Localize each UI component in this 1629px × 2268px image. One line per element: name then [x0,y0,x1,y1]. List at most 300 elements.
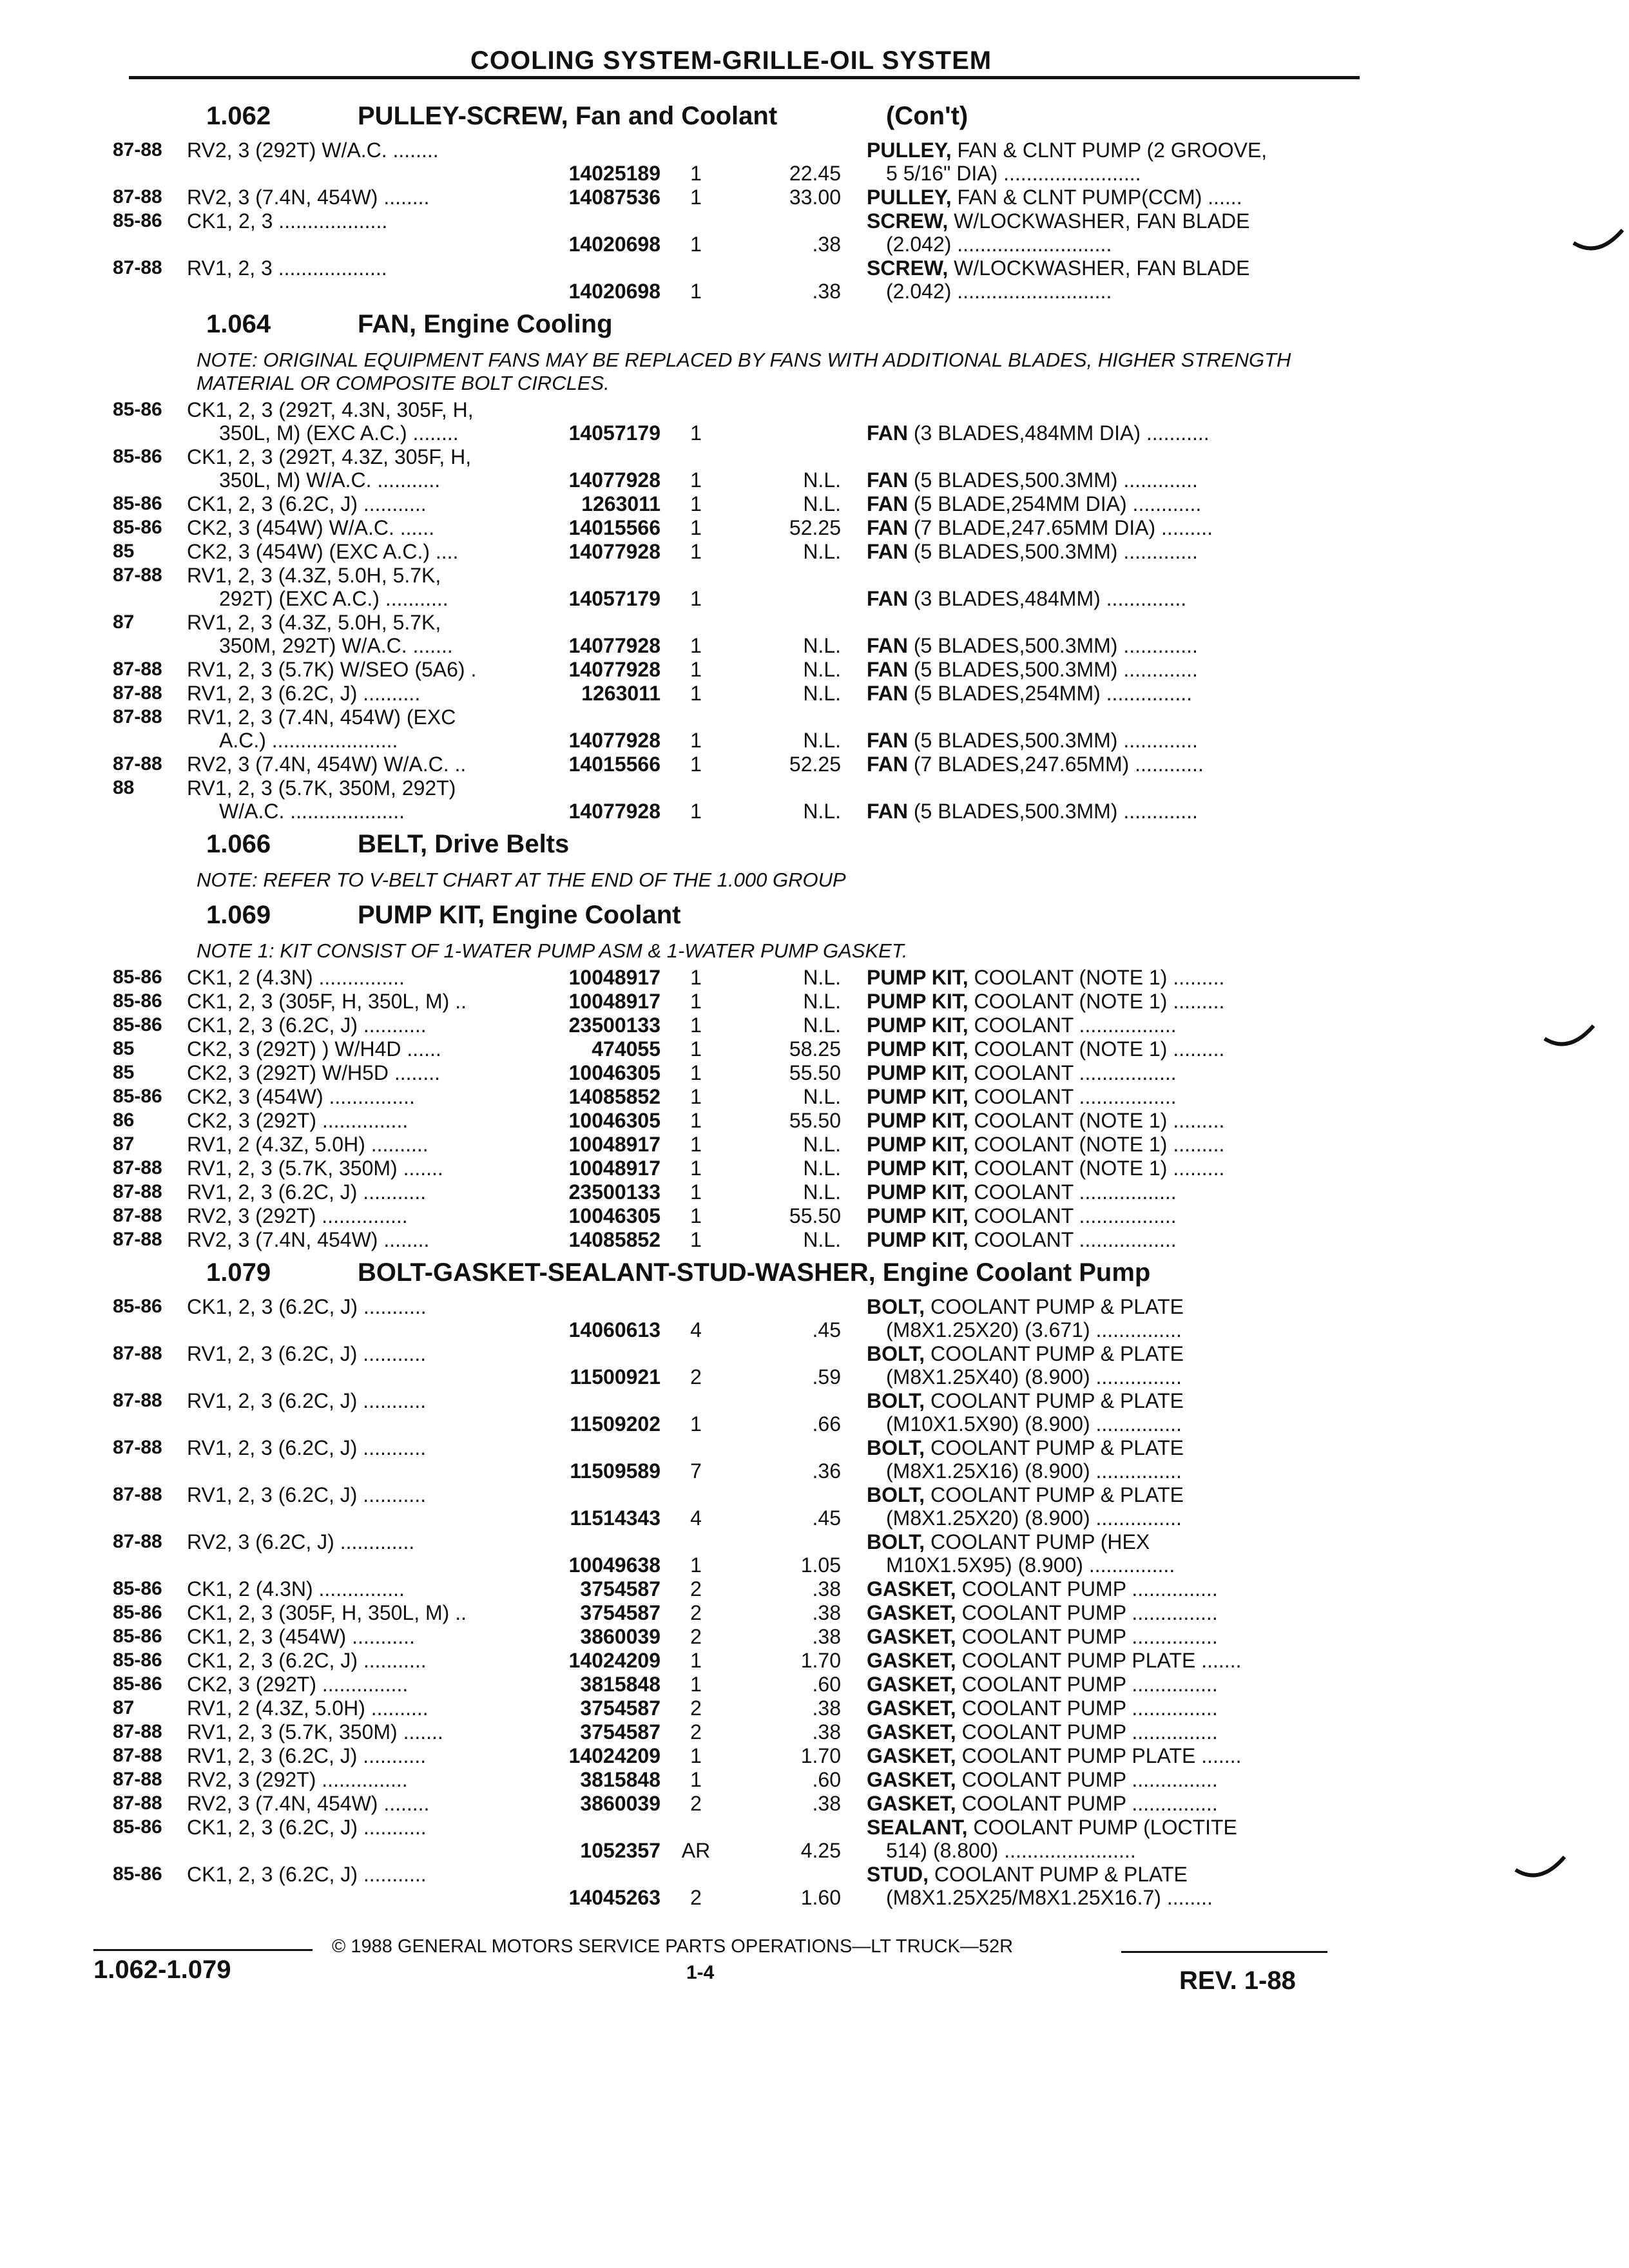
description-text: COOLANT (NOTE 1) ......... [968,1157,1225,1180]
part-description [867,800,1369,823]
part-description [867,1768,1369,1791]
model-line: CK2, 3 (292T) ) W/H4D ...... [187,1037,441,1061]
description-text: (M8X1.25X20) (3.671) ............... [886,1318,1182,1341]
model-line: RV1, 2, 3 (4.3Z, 5.0H, 5.7K, [187,611,441,634]
part-entry [113,516,1369,539]
quantity: 2 [690,1577,702,1600]
quantity: 1 [690,753,702,776]
quantity: 1 [690,1673,702,1696]
part-name: PUMP KIT, [867,1037,969,1061]
model-line: RV2, 3 (292T) ............... [187,1768,408,1791]
model-line: RV2, 3 (7.4N, 454W) ........ [187,1792,430,1815]
section-number: 1.062 [206,102,271,130]
model-application [187,209,564,256]
price: .38 [812,233,841,256]
description-line [867,421,1369,445]
part-entry [113,966,1369,989]
description-line [867,1342,1369,1365]
model-line: CK1, 2, 3 (6.2C, J) ........... [187,492,427,515]
price: .38 [812,1720,841,1744]
model-year: 85-86 [113,1673,162,1695]
description-text: (M8X1.25X25/M8X1.25X16.7) ........ [886,1886,1213,1909]
part-description [867,1228,1369,1251]
description-line [867,1318,1369,1341]
model-year: 87-88 [113,658,162,680]
part-number: 11509202 [570,1412,660,1436]
description-text: COOLANT ................. [968,1204,1177,1227]
description-text: 5 5/16" DIA) ........................ [886,162,1141,185]
section-note: NOTE: ORIGINAL EQUIPMENT FANS MAY BE REPLACED BY FANS WITH ADDITIONAL BLADES, HIGHER STRENGTH MATERIAL OR COMPOSITE BOLT CIRCLES. [197,349,1291,394]
model-application [187,1625,564,1648]
part-entry [113,1649,1369,1672]
model-line: RV2, 3 (6.2C, J) ............. [187,1530,415,1553]
part-entry [113,445,1369,492]
description-text: (M10X1.5X90) (8.900) ............... [886,1412,1182,1436]
quantity: 1 [690,1204,702,1227]
model-line: RV2, 3 (7.4N, 454W) ........ [187,186,430,209]
description-text: COOLANT (NOTE 1) ......... [968,966,1225,989]
section-header [113,1252,1369,1294]
description-line [867,1228,1369,1251]
model-year: 87-88 [113,564,162,586]
model-line: RV2, 3 (7.4N, 454W) ........ [187,1228,430,1251]
part-description [867,540,1369,563]
model-application [187,256,564,303]
part-number: 14057179 [568,587,660,610]
part-description [867,1157,1369,1180]
description-text: COOLANT (NOTE 1) ......... [968,990,1225,1013]
quantity: 1 [690,1228,702,1251]
quantity: 2 [690,1601,702,1624]
price: .60 [812,1673,841,1696]
part-description [867,634,1369,657]
model-line: 350M, 292T) W/A.C. ....... [219,634,453,657]
part-name: PUMP KIT, [867,1085,969,1108]
price: .38 [812,1792,841,1815]
model-application [187,516,564,539]
price: N.L. [803,1085,841,1108]
part-description [867,1601,1369,1624]
description-text: FAN & CLNT PUMP(CCM) ...... [951,186,1242,209]
quantity: 1 [690,634,702,657]
description-text: (5 BLADES,500.3MM) ............. [908,658,1198,681]
part-description [867,186,1369,209]
model-line: A.C.) ...................... [219,729,398,752]
quantity: 1 [690,1037,702,1061]
section-number: 1.066 [206,830,271,858]
part-description [867,1109,1369,1132]
part-name: PUMP KIT, [867,1109,969,1132]
description-line [867,1436,1369,1459]
description-text: COOLANT (NOTE 1) ......... [968,1133,1225,1156]
part-description [867,256,1369,303]
model-application [187,753,564,776]
model-line: RV1, 2 (4.3Z, 5.0H) .......... [187,1696,429,1720]
part-entry [113,139,1369,185]
quantity: 2 [690,1625,702,1648]
model-application [187,1816,564,1862]
model-line: RV1, 2, 3 (6.2C, J) ........... [187,1342,427,1365]
quantity: AR [681,1839,711,1862]
description-text: COOLANT PUMP & PLATE [929,1863,1188,1886]
model-line: RV1, 2, 3 (5.7K, 350M, 292T) [187,776,456,800]
model-year: 85-86 [113,1086,162,1107]
model-application [187,540,564,563]
model-line: CK2, 3 (292T) W/H5D ........ [187,1061,440,1084]
quantity: 1 [690,1553,702,1577]
model-year: 85 [113,1038,135,1059]
description-text: W/LOCKWASHER, FAN BLADE [948,209,1250,233]
description-text: (5 BLADES,500.3MM) ............. [908,468,1198,492]
section-number: 1.079 [206,1258,271,1287]
model-application [187,445,564,492]
part-entry [113,1720,1369,1744]
part-description [867,1295,1369,1341]
model-line: CK2, 3 (454W) ............... [187,1085,415,1108]
description-text: COOLANT ................. [968,1180,1177,1204]
model-line: RV1, 2, 3 (4.3Z, 5.0H, 5.7K, [187,564,441,587]
description-text: (M8X1.25X16) (8.900) ............... [886,1459,1182,1483]
part-name: FAN [867,587,908,610]
description-line [867,966,1369,989]
part-entry [113,1157,1369,1180]
model-line: RV2, 3 (292T) ............... [187,1204,408,1227]
description-text: COOLANT ................. [968,1228,1177,1251]
model-application [187,186,564,209]
quantity: 1 [690,162,702,185]
part-entry [113,1109,1369,1132]
description-line [867,1816,1369,1839]
part-entry [113,1436,1369,1483]
part-description [867,1696,1369,1720]
quantity: 2 [690,1696,702,1720]
part-entry [113,1037,1369,1061]
part-name: BOLT, [867,1389,925,1412]
description-text: 514) (8.800) ....................... [886,1839,1136,1862]
model-line: RV1, 2, 3 (5.7K, 350M) ....... [187,1157,443,1180]
footer-rule-right [1121,1951,1327,1953]
model-application [187,1342,564,1389]
description-text: (5 BLADE,254MM DIA) ............ [908,492,1202,515]
description-line [867,658,1369,681]
quantity: 1 [690,280,702,303]
part-number: 14045263 [568,1886,660,1909]
quantity: 1 [690,1061,702,1084]
model-year: 87-88 [113,753,162,774]
description-line [867,1601,1369,1624]
model-line: CK1, 2, 3 (6.2C, J) ........... [187,1863,427,1886]
part-description [867,1014,1369,1037]
part-description [867,468,1369,492]
part-number: 10046305 [568,1061,660,1084]
part-name: PUMP KIT, [867,1133,969,1156]
part-description [867,682,1369,705]
quantity: 1 [690,492,702,515]
part-entry [113,492,1369,515]
section-continued: (Con't) [886,102,969,130]
part-name: GASKET, [867,1625,956,1648]
part-description [867,1483,1369,1530]
model-application [187,611,564,657]
description-line [867,800,1369,823]
description-line [867,1412,1369,1436]
quantity: 2 [690,1720,702,1744]
description-text: COOLANT PUMP & PLATE [925,1483,1184,1506]
model-year: 87-88 [113,257,162,278]
part-name: PUMP KIT, [867,1157,969,1180]
part-description [867,990,1369,1013]
part-description [867,729,1369,752]
part-name: PUMP KIT, [867,1228,969,1251]
part-name: FAN [867,729,908,752]
model-line: CK1, 2, 3 (292T, 4.3Z, 305F, H, [187,445,472,468]
part-number: 10048917 [568,966,660,989]
description-text: COOLANT (NOTE 1) ......... [968,1037,1225,1061]
model-line: CK1, 2, 3 (6.2C, J) ........... [187,1649,427,1672]
part-number: 14087536 [568,186,660,209]
model-line: CK1, 2, 3 (305F, H, 350L, M) .. [187,990,467,1013]
part-number: 14057179 [568,421,660,445]
part-entry [113,1863,1369,1909]
part-entry [113,1530,1369,1577]
model-application [187,1157,564,1180]
part-name: FAN [867,492,908,515]
model-year: 87-88 [113,1390,162,1411]
section-title: PUMP KIT, Engine Coolant [358,901,681,929]
part-number: 3815848 [580,1768,660,1791]
model-line: CK1, 2, 3 (6.2C, J) ........... [187,1816,427,1839]
part-number: 14077928 [568,658,660,681]
model-line: CK1, 2, 3 (6.2C, J) ........... [187,1014,427,1037]
part-entry [113,256,1369,303]
description-line [867,1014,1369,1037]
description-line [867,1133,1369,1156]
part-name: GASKET, [867,1768,956,1791]
part-number: 23500133 [568,1180,660,1204]
price: .38 [812,1577,841,1600]
price: N.L. [803,1133,841,1156]
description-line [867,1792,1369,1815]
price: 4.25 [800,1839,841,1862]
description-text: M10X1.5X95) (8.900) ............... [886,1553,1175,1577]
description-line [867,753,1369,776]
model-line: CK1, 2 (4.3N) ............... [187,966,405,989]
description-line [867,209,1369,233]
model-year: 85-86 [113,493,162,514]
model-year: 87-88 [113,1205,162,1226]
part-entry [113,1696,1369,1720]
model-line: 292T) (EXC A.C.) ........... [219,587,448,610]
part-name: SEALANT, [867,1816,968,1839]
model-line: CK2, 3 (454W) W/A.C. ...... [187,516,435,539]
part-number: 14024209 [568,1744,660,1767]
quantity: 4 [690,1506,702,1530]
model-year: 87-88 [113,1531,162,1552]
part-name: PULLEY, [867,139,952,162]
description-text: (3 BLADES,484MM) .............. [908,587,1187,610]
model-year: 85 [113,541,135,562]
price: 22.45 [789,162,841,185]
model-year: 85-86 [113,210,162,231]
section-note: NOTE 1: KIT CONSIST OF 1-WATER PUMP ASM & 1-WATER PUMP GASKET. [197,939,908,962]
part-number: 3860039 [580,1625,660,1648]
price: .38 [812,1696,841,1720]
model-line: CK1, 2, 3 (6.2C, J) ........... [187,1295,427,1318]
model-year: 85-86 [113,399,162,420]
model-application [187,658,564,681]
model-application [187,1792,564,1815]
model-year: 85-86 [113,1626,162,1647]
model-application [187,1085,564,1108]
price: 55.50 [789,1109,841,1132]
part-name: GASKET, [867,1673,956,1696]
model-application [187,1228,564,1251]
price: 1.05 [800,1553,841,1577]
model-year: 87 [113,1697,135,1718]
part-entry [113,658,1369,681]
model-year: 85-86 [113,1296,162,1317]
model-line: RV1, 2, 3 (6.2C, J) ........... [187,1483,427,1506]
model-line: 350L, M) W/A.C. ........... [219,468,441,492]
model-line: CK1, 2, 3 (454W) ........... [187,1625,415,1648]
description-line [867,1720,1369,1744]
part-description [867,1037,1369,1061]
model-application [187,1744,564,1767]
part-entry [113,1601,1369,1624]
part-name: GASKET, [867,1601,956,1624]
price: N.L. [803,682,841,705]
part-entry [113,1577,1369,1600]
description-text: COOLANT PUMP ............... [956,1577,1218,1600]
model-line: RV1, 2, 3 ................... [187,256,387,280]
part-name: FAN [867,800,908,823]
part-description [867,492,1369,515]
description-line [867,1839,1369,1862]
parts-catalog [113,95,1369,1910]
price: 52.25 [789,753,841,776]
description-line [867,162,1369,185]
part-name: BOLT, [867,1530,925,1553]
description-line [867,1506,1369,1530]
description-line [867,1483,1369,1506]
quantity: 1 [690,587,702,610]
quantity: 1 [690,1157,702,1180]
section-header [113,95,1369,138]
part-description [867,1436,1369,1483]
model-application [187,682,564,705]
model-line: W/A.C. .................... [219,800,405,823]
description-text: W/LOCKWASHER, FAN BLADE [948,256,1250,280]
model-application [187,1436,564,1483]
part-description [867,1577,1369,1600]
model-application [187,398,564,445]
model-line: CK2, 3 (292T) ............... [187,1673,409,1696]
description-text: (7 BLADE,247.65MM DIA) ......... [908,516,1213,539]
quantity: 1 [690,1133,702,1156]
description-text: COOLANT PUMP ............... [956,1792,1218,1815]
section-number: 1.069 [206,901,271,929]
part-entry [113,753,1369,776]
part-name: BOLT, [867,1295,925,1318]
part-number: 3754587 [580,1577,660,1600]
part-description [867,1204,1369,1227]
part-name: FAN [867,468,908,492]
model-year: 87-88 [113,1745,162,1766]
part-name: GASKET, [867,1649,956,1672]
model-year: 87 [113,1133,135,1155]
part-name: GASKET, [867,1792,956,1815]
description-line [867,1886,1369,1909]
description-line [867,1365,1369,1389]
description-line [867,1673,1369,1696]
quantity: 1 [690,1744,702,1767]
part-number: 474055 [592,1037,660,1061]
description-line [867,1180,1369,1204]
model-application [187,1295,564,1341]
part-description [867,1061,1369,1084]
part-entry [113,398,1369,445]
part-name: PUMP KIT, [867,1180,969,1204]
part-number: 10046305 [568,1109,660,1132]
description-line [867,682,1369,705]
price: .66 [812,1412,841,1436]
part-description [867,1720,1369,1744]
description-text: COOLANT ................. [968,1061,1177,1084]
price: N.L. [803,729,841,752]
part-name: GASKET, [867,1720,956,1744]
part-number: 3754587 [580,1601,660,1624]
model-line: CK1, 2, 3 (292T, 4.3N, 305F, H, [187,398,474,421]
model-year: 87-88 [113,1181,162,1202]
model-application [187,1601,564,1624]
part-number: 14060613 [568,1318,660,1341]
quantity: 2 [690,1886,702,1909]
model-application [187,1037,564,1061]
description-line [867,1625,1369,1648]
model-year: 85-86 [113,1863,162,1885]
model-application [187,1389,564,1436]
description-text: COOLANT ................. [968,1085,1177,1108]
quantity: 1 [690,1014,702,1037]
price: N.L. [803,1014,841,1037]
quantity: 1 [690,729,702,752]
model-application [187,1204,564,1227]
section-number: 1.064 [206,310,271,338]
description-line [867,1459,1369,1483]
price: N.L. [803,634,841,657]
part-description [867,1649,1369,1672]
description-line [867,516,1369,539]
part-description [867,209,1369,256]
part-entry [113,1744,1369,1767]
price: 58.25 [789,1037,841,1061]
description-text: (5 BLADES,500.3MM) ............. [908,634,1198,657]
model-year: 85-86 [113,1578,162,1599]
part-name: SCREW, [867,256,949,280]
part-entry [113,1061,1369,1084]
price: N.L. [803,990,841,1013]
description-text: (2.042) ........................... [886,280,1112,303]
part-description [867,1085,1369,1108]
part-name: PUMP KIT, [867,1014,969,1037]
description-line [867,1157,1369,1180]
part-name: FAN [867,540,908,563]
part-entry [113,1389,1369,1436]
section-header [113,823,1369,866]
description-text: COOLANT PUMP ............... [956,1673,1218,1696]
description-line [867,1204,1369,1227]
part-number: 1052357 [580,1839,660,1862]
